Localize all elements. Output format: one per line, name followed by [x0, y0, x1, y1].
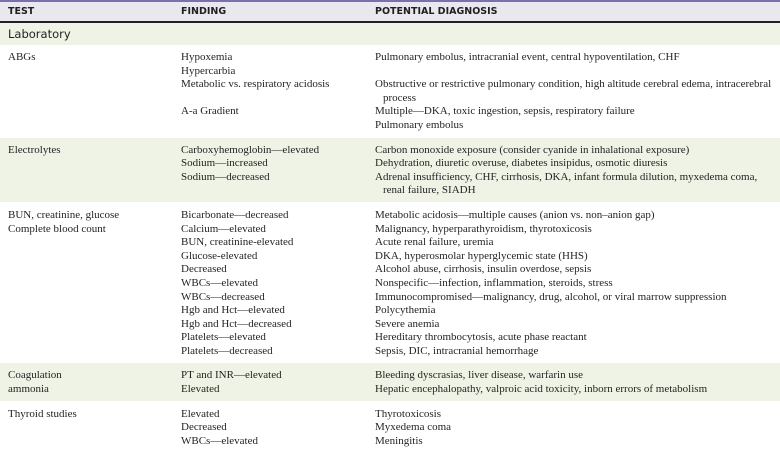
test-cell [8, 144, 173, 158]
diagnosis-line: Alcohol abuse, cirrhosis, insulin overdose, sepsis [375, 263, 592, 276]
diagnosis-cell [375, 408, 775, 449]
test-cell [8, 209, 173, 236]
finding-line: Metabolic vs. respiratory acidosis [181, 78, 330, 91]
diagnosis-line: Pulmonary embolus [375, 118, 464, 131]
header-diagnosis: POTENTIAL DIAGNOSIS [375, 6, 498, 17]
diagnosis-line: Meningitis [375, 434, 423, 447]
finding-line: Platelets—elevated [181, 331, 266, 344]
finding-line: Hypercarbia [181, 64, 236, 77]
test-line: ABGs [8, 51, 36, 63]
diagnosis-line: Myxedema coma [375, 421, 452, 434]
finding-line: BUN, creatinine-elevated [181, 236, 294, 249]
diagnosis-line: Pulmonary embolus, intracranial event, central hypoventilation, CHF [375, 51, 680, 63]
test-cell [8, 51, 173, 65]
diagnosis-line: Nonspecific—infection, inflammation, steroids, stress [375, 276, 613, 289]
diagnosis-line: Immunocompromised—malignancy, drug, alcohol, or viral marrow suppression [375, 290, 727, 303]
test-cell [8, 408, 173, 422]
diagnosis-line: Acute renal failure, uremia [375, 236, 494, 249]
diagnosis-line: Dehydration, diuretic overuse, diabetes insipidus, osmotic diuresis [375, 157, 668, 170]
diagnosis-line: Malignancy, hyperparathyroidism, thyrotoxicosis [375, 222, 592, 235]
header-finding: FINDING [181, 6, 227, 17]
test-line: Electrolytes [8, 143, 61, 156]
diagnosis-line: Sepsis, DIC, intracranial hemorrhage [375, 344, 539, 357]
finding-cell [181, 51, 371, 119]
diagnosis-line: Obstructive or restrictive pulmonary condition, high altitude cerebral edema, intracerebral process [375, 78, 772, 104]
finding-line: Calcium—elevated [181, 222, 266, 235]
finding-line: Elevated [181, 383, 220, 396]
finding-cell [181, 144, 371, 185]
test-line: Coagulation [8, 369, 62, 382]
finding-line: WBCs—elevated [181, 434, 258, 447]
diagnosis-line: Thyrotoxicosis [375, 407, 441, 420]
finding-line: WBCs—decreased [181, 290, 265, 303]
diagnosis-line [375, 65, 775, 79]
diagnosis-cell [375, 209, 775, 359]
finding-line [181, 92, 371, 106]
diagnosis-line: Adrenal insufficiency, CHF, cirrhosis, DKA, infant formula dilution, myxedema coma, renal failure, SIADH [375, 170, 758, 197]
table-row [0, 138, 780, 203]
diagnosis-line: Hepatic encephalopathy, valproic acid toxicity, inborn errors of metabolism [375, 383, 708, 396]
header-test: TEST [8, 6, 35, 17]
finding-cell [181, 369, 371, 396]
table-row [0, 363, 780, 401]
table-body [0, 45, 780, 453]
table-header [0, 2, 780, 23]
finding-line: Sodium—decreased [181, 170, 270, 183]
section-laboratory: Laboratory [0, 23, 780, 45]
diagnosis-line: DKA, hyperosmolar hyperglycemic state (HHS) [375, 249, 588, 262]
finding-line: Bicarbonate—decreased [181, 208, 289, 221]
finding-line: Platelets—decreased [181, 344, 273, 357]
test-cell [8, 369, 173, 396]
table-row [0, 402, 780, 453]
finding-line: Hgb and Hct—elevated [181, 304, 285, 317]
table-row [0, 203, 780, 364]
finding-line: Carboxyhemoglobin—elevated [181, 143, 320, 156]
diagnosis-cell [375, 144, 775, 198]
table-row [0, 45, 780, 138]
finding-line: WBCs—elevated [181, 276, 258, 289]
diagnosis-line: Metabolic acidosis—multiple causes (anion vs. non–anion gap) [375, 208, 655, 221]
finding-line: A-a Gradient [181, 105, 239, 118]
diagnosis-line: Multiple—DKA, toxic ingestion, sepsis, respiratory failure [375, 105, 635, 118]
test-line: Thyroid studies [8, 407, 77, 420]
finding-line: Sodium—increased [181, 157, 268, 170]
diagnosis-line: Polycythemia [375, 304, 436, 317]
test-line: ammonia [8, 383, 49, 396]
diagnosis-line: Hereditary thrombocytosis, acute phase reactant [375, 331, 587, 344]
diagnosis-line: Bleeding dyscrasias, liver disease, warfarin use [375, 369, 584, 382]
finding-cell [181, 408, 371, 449]
test-line: BUN, creatinine, glucose [8, 208, 120, 221]
diagnosis-cell [375, 51, 775, 133]
diagnosis-cell [375, 369, 775, 396]
diagnosis-line: Severe anemia [375, 317, 440, 330]
test-line: Complete blood count [8, 222, 106, 235]
finding-line: Decreased [181, 421, 227, 434]
finding-line: Decreased [181, 263, 227, 276]
finding-line: Elevated [181, 407, 220, 420]
finding-cell [181, 209, 371, 359]
diagnosis-line: Carbon monoxide exposure (consider cyanide in inhalational exposure) [375, 143, 690, 156]
finding-line: Glucose-elevated [181, 249, 258, 262]
finding-line: Hypoxemia [181, 51, 233, 63]
finding-line: PT and INR—elevated [181, 369, 282, 382]
finding-line: Hgb and Hct—decreased [181, 317, 292, 330]
